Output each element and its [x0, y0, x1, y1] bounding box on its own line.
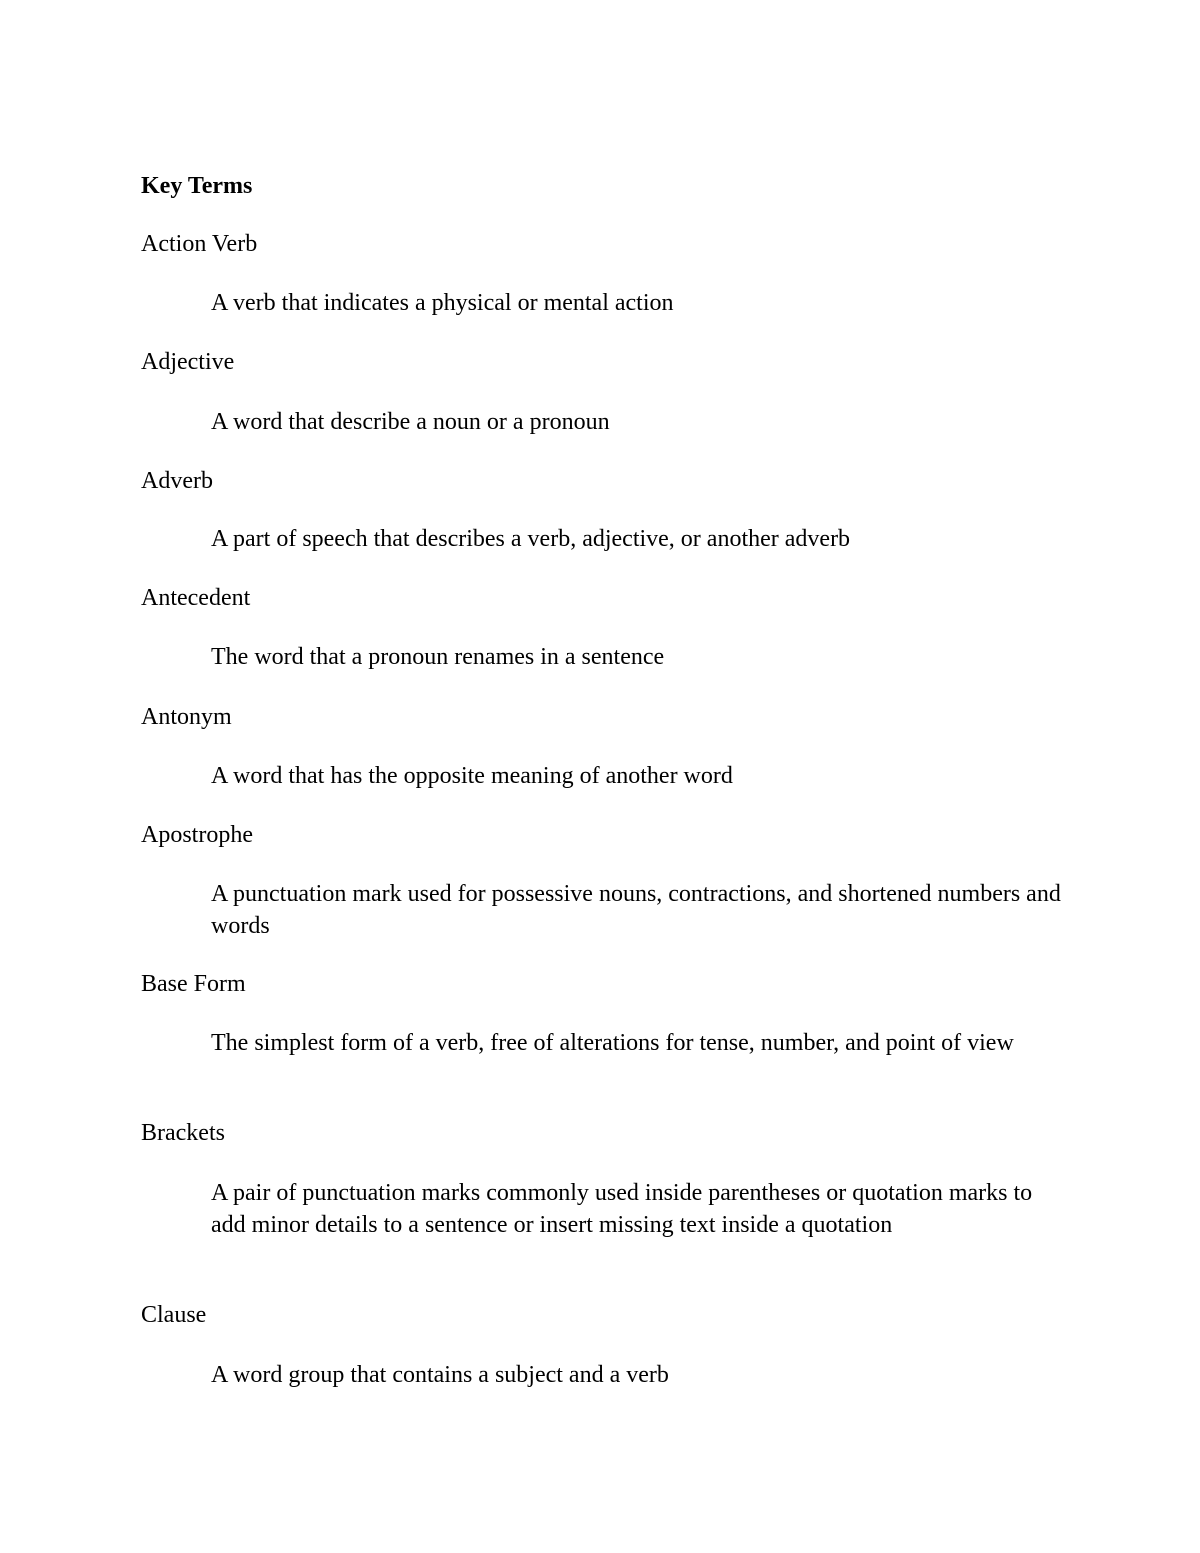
term-antonym: Antonym: [141, 704, 232, 730]
term-base-form: Base Form: [141, 971, 246, 997]
term-action-verb: Action Verb: [141, 231, 258, 257]
term-brackets: Brackets: [141, 1120, 225, 1146]
definition-brackets: A pair of punctuation marks commonly used inside parentheses or quotation marks to add minor details to a sentence or insert missing text inside a quotation: [211, 1180, 1033, 1238]
definition-adverb: A part of speech that describes a verb, adjective, or another adverb: [211, 526, 851, 552]
definition-antonym: A word that has the opposite meaning of another word: [211, 763, 733, 789]
term-apostrophe: Apostrophe: [141, 822, 253, 848]
term-clause: Clause: [141, 1302, 207, 1328]
definition-antecedent: The word that a pronoun renames in a sentence: [211, 644, 665, 670]
definition-base-form: The simplest form of a verb, free of alterations for tense, number, and point of view: [211, 1030, 1014, 1056]
definition-adjective: A word that describe a noun or a pronoun: [211, 409, 610, 435]
definition-apostrophe: A punctuation mark used for possessive nouns, contractions, and shortened numbers and words: [211, 881, 1061, 939]
page-title: Key Terms: [141, 173, 253, 199]
definition-action-verb: A verb that indicates a physical or mental action: [211, 290, 674, 316]
term-antecedent: Antecedent: [141, 585, 251, 611]
term-adjective: Adjective: [141, 349, 235, 375]
definition-clause: A word group that contains a subject and a verb: [211, 1362, 669, 1388]
term-adverb: Adverb: [141, 468, 213, 494]
